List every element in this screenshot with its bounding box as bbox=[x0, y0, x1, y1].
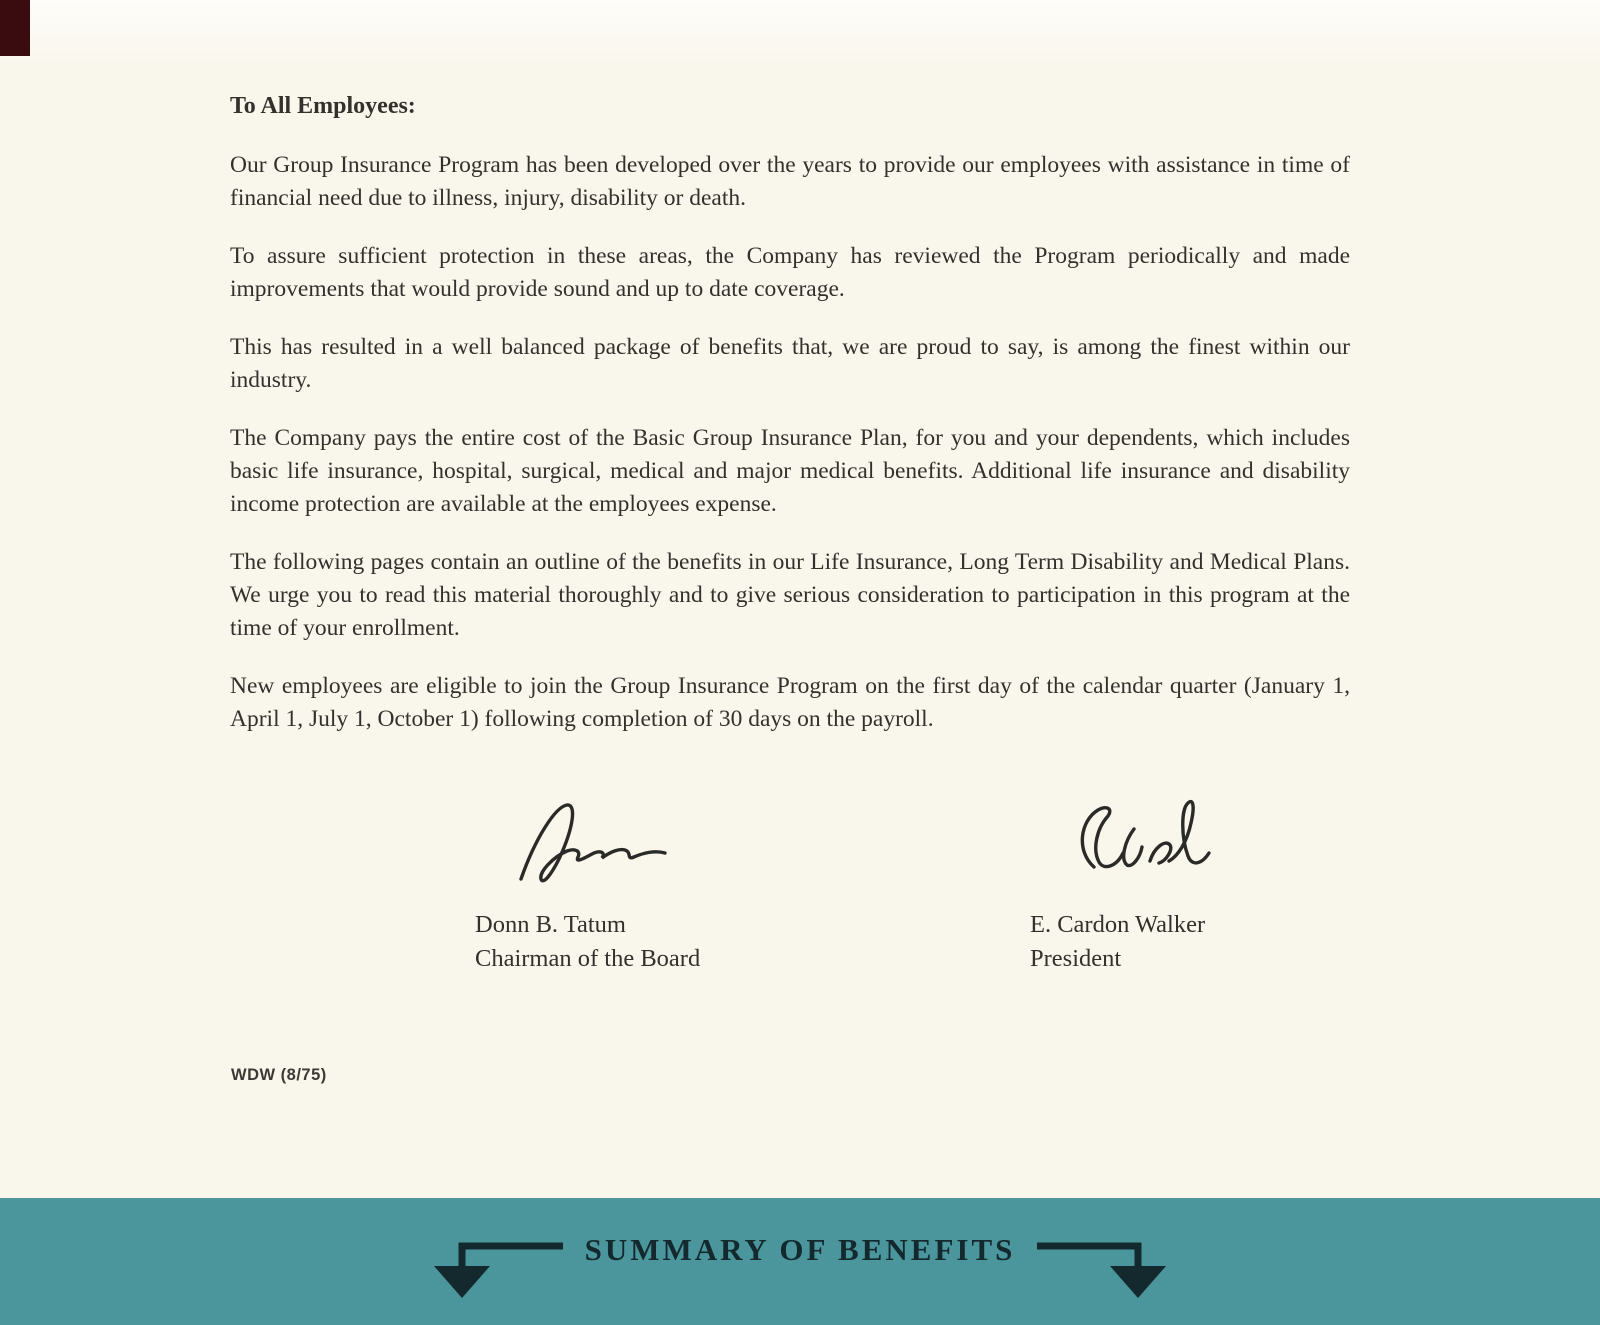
summary-banner bbox=[0, 1198, 1600, 1325]
page-corner-mark bbox=[0, 0, 30, 56]
letter-paragraph: The Company pays the entire cost of the Basic Group Insurance Plan, for you and your dependents, which includes basic life insurance, hospital, surgical, medical and major medical benefits. Additional life insurance and disability income protection are available at the employees expense. bbox=[230, 425, 1350, 517]
signatory-name: Donn B. Tatum bbox=[475, 911, 626, 938]
letter-paragraph: This has resulted in a well balanced package of benefits that, we are proud to say, is among the finest within our industry. bbox=[230, 334, 1350, 393]
signature-area bbox=[230, 795, 1350, 1010]
banner-title: SUMMARY OF BENEFITS bbox=[584, 1232, 1016, 1267]
signature-donn-tatum-icon bbox=[495, 795, 705, 900]
letter-paragraph: New employees are eligible to join the Group Insurance Program on the first day of the calendar quarter (January 1, April 1, July 1, October 1) following completion of 30 days on the payroll. bbox=[230, 673, 1350, 732]
signatory-name: E. Cardon Walker bbox=[1030, 911, 1206, 938]
letter-salutation: To All Employees: bbox=[230, 93, 416, 119]
signature-block-president bbox=[1030, 795, 1240, 976]
letter-paragraph: Our Group Insurance Program has been developed over the years to provide our employees with assistance in time of financial need due to illness, injury, disability or death. bbox=[230, 152, 1350, 211]
signature-block-chairman bbox=[475, 795, 705, 976]
signatory-title: President bbox=[1030, 945, 1122, 972]
signature-cardon-walker-icon bbox=[1050, 795, 1240, 900]
right-down-arrow-icon bbox=[1037, 1228, 1172, 1303]
form-code: WDW (8/75) bbox=[231, 1066, 327, 1084]
letter-body bbox=[230, 90, 1350, 761]
letter-paragraph: The following pages contain an outline of the benefits in our Life Insurance, Long Term Disability and Medical Plans. We urge you to read this material thoroughly and to give serious consideration to participation in this program at the time of your enrollment. bbox=[230, 549, 1350, 641]
letter-paragraph: To assure sufficient protection in these areas, the Company has reviewed the Program periodically and made improvements that would provide sound and up to date coverage. bbox=[230, 243, 1350, 302]
summary-banner-inner bbox=[0, 1228, 1600, 1303]
signatory-title: Chairman of the Board bbox=[475, 945, 701, 972]
left-down-arrow-icon bbox=[428, 1228, 563, 1303]
